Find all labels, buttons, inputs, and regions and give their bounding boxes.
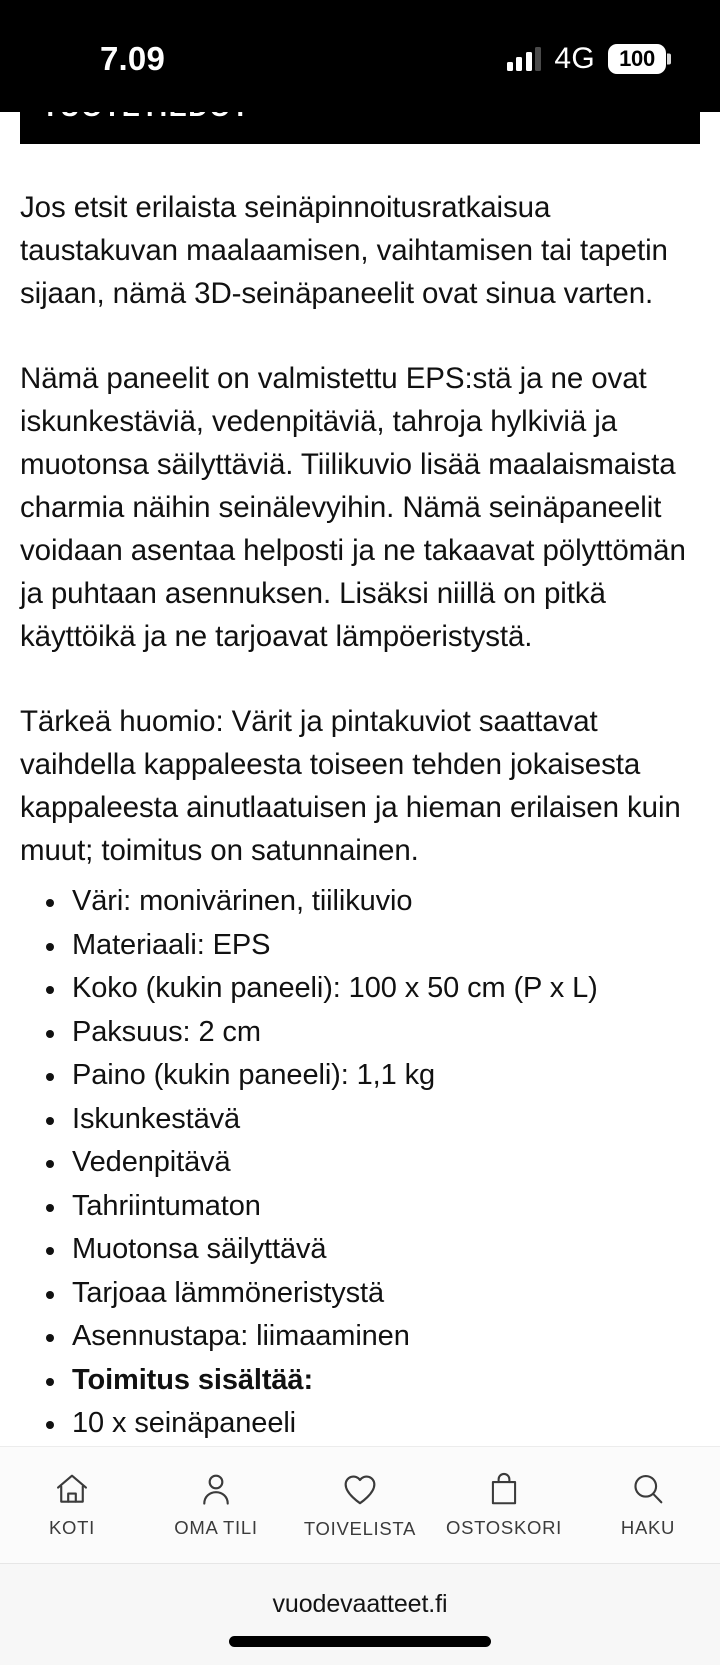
shopping-bag-icon [485,1470,523,1508]
page-url[interactable]: vuodevaatteet.fi [272,1589,448,1618]
specifications-list [20,880,700,1445]
nav-label: TOIVELISTA [303,1518,417,1539]
bottom-navigation-bar [0,1446,720,1564]
status-bar-clock: 7.09 [100,40,166,77]
list-item: Tarjoaa lämmöneristystä [20,1272,700,1315]
nav-label: OMA TILI [174,1517,258,1538]
list-item: Toimitus sisältää: [20,1359,700,1402]
list-item: Vedenpitävä [20,1141,700,1184]
list-item: Väri: monivärinen, tiilikuvio [20,880,700,923]
network-type-label: 4G [554,42,595,75]
nav-item-toivelista[interactable] [288,1447,432,1563]
home-indicator[interactable] [229,1636,491,1647]
description-paragraph: Jos etsit erilaista seinäpinnoitusratkaisua taustakuvan maalaamisen, vaihtamisen tai tapetin sijaan, nämä 3D-seinäpaneelit ovat sinua varten. [20,191,668,310]
nav-label: KOTI [49,1517,95,1538]
list-item: Asennustapa: liimaaminen [20,1315,700,1358]
list-item: Iskunkestävä [20,1098,700,1141]
description-paragraph: Tärkeä huomio: Värit ja pintakuviot saattavat vaihdella kappaleesta toiseen tehden jokaisesta kappaleesta ainutlaatuisen ja hieman erilaisen kuin muut; toimitus on satunnainen. [20,705,681,867]
list-item: Koko (kukin paneeli): 100 x 50 cm (P x L) [20,967,700,1010]
person-icon [197,1470,235,1508]
status-bar-indicators [507,42,666,76]
nav-item-haku[interactable] [576,1447,720,1563]
nav-item-koti[interactable] [0,1447,144,1563]
cellular-signal-icon [507,47,542,71]
nav-item-oma-tili[interactable] [144,1447,288,1563]
search-icon [629,1470,667,1508]
list-item: Materiaali: EPS [20,924,700,967]
battery-level-label: 100 [619,46,655,71]
section-header-container [0,112,720,144]
list-item: Paksuus: 2 cm [20,1011,700,1054]
list-item: Muotonsa säilyttävä [20,1228,700,1271]
nav-label: HAKU [620,1517,676,1538]
list-item: Paino (kukin paneeli): 1,1 kg [20,1054,700,1097]
product-description-content [0,144,720,1446]
heart-icon [340,1469,380,1509]
battery-icon [608,44,666,74]
browser-address-bar[interactable] [0,1564,720,1665]
nav-label: OSTOSKORI [446,1517,562,1538]
list-item: 10 x seinäpaneeli [20,1402,700,1445]
nav-item-ostoskori[interactable] [432,1447,576,1563]
description-paragraph: Nämä paneelit on valmistettu EPS:stä ja ne ovat iskunkestäviä, vedenpitäviä, tahroja hylkiviä ja muotonsa säilyttäviä. Tiilikuvio lisää maalaismaista charmia näihin seinälevyihin. Nämä seinäpaneelit voidaan asentaa helposti ja ne takaavat pölyttömän ja puhtaan asennuksen. Lisäksi niillä on pitkä käyttöikä ja ne tarjoavat lämpöeristystä. [20,362,686,653]
status-bar [0,0,720,112]
home-icon [53,1470,91,1508]
list-item: Tahriintumaton [20,1185,700,1228]
